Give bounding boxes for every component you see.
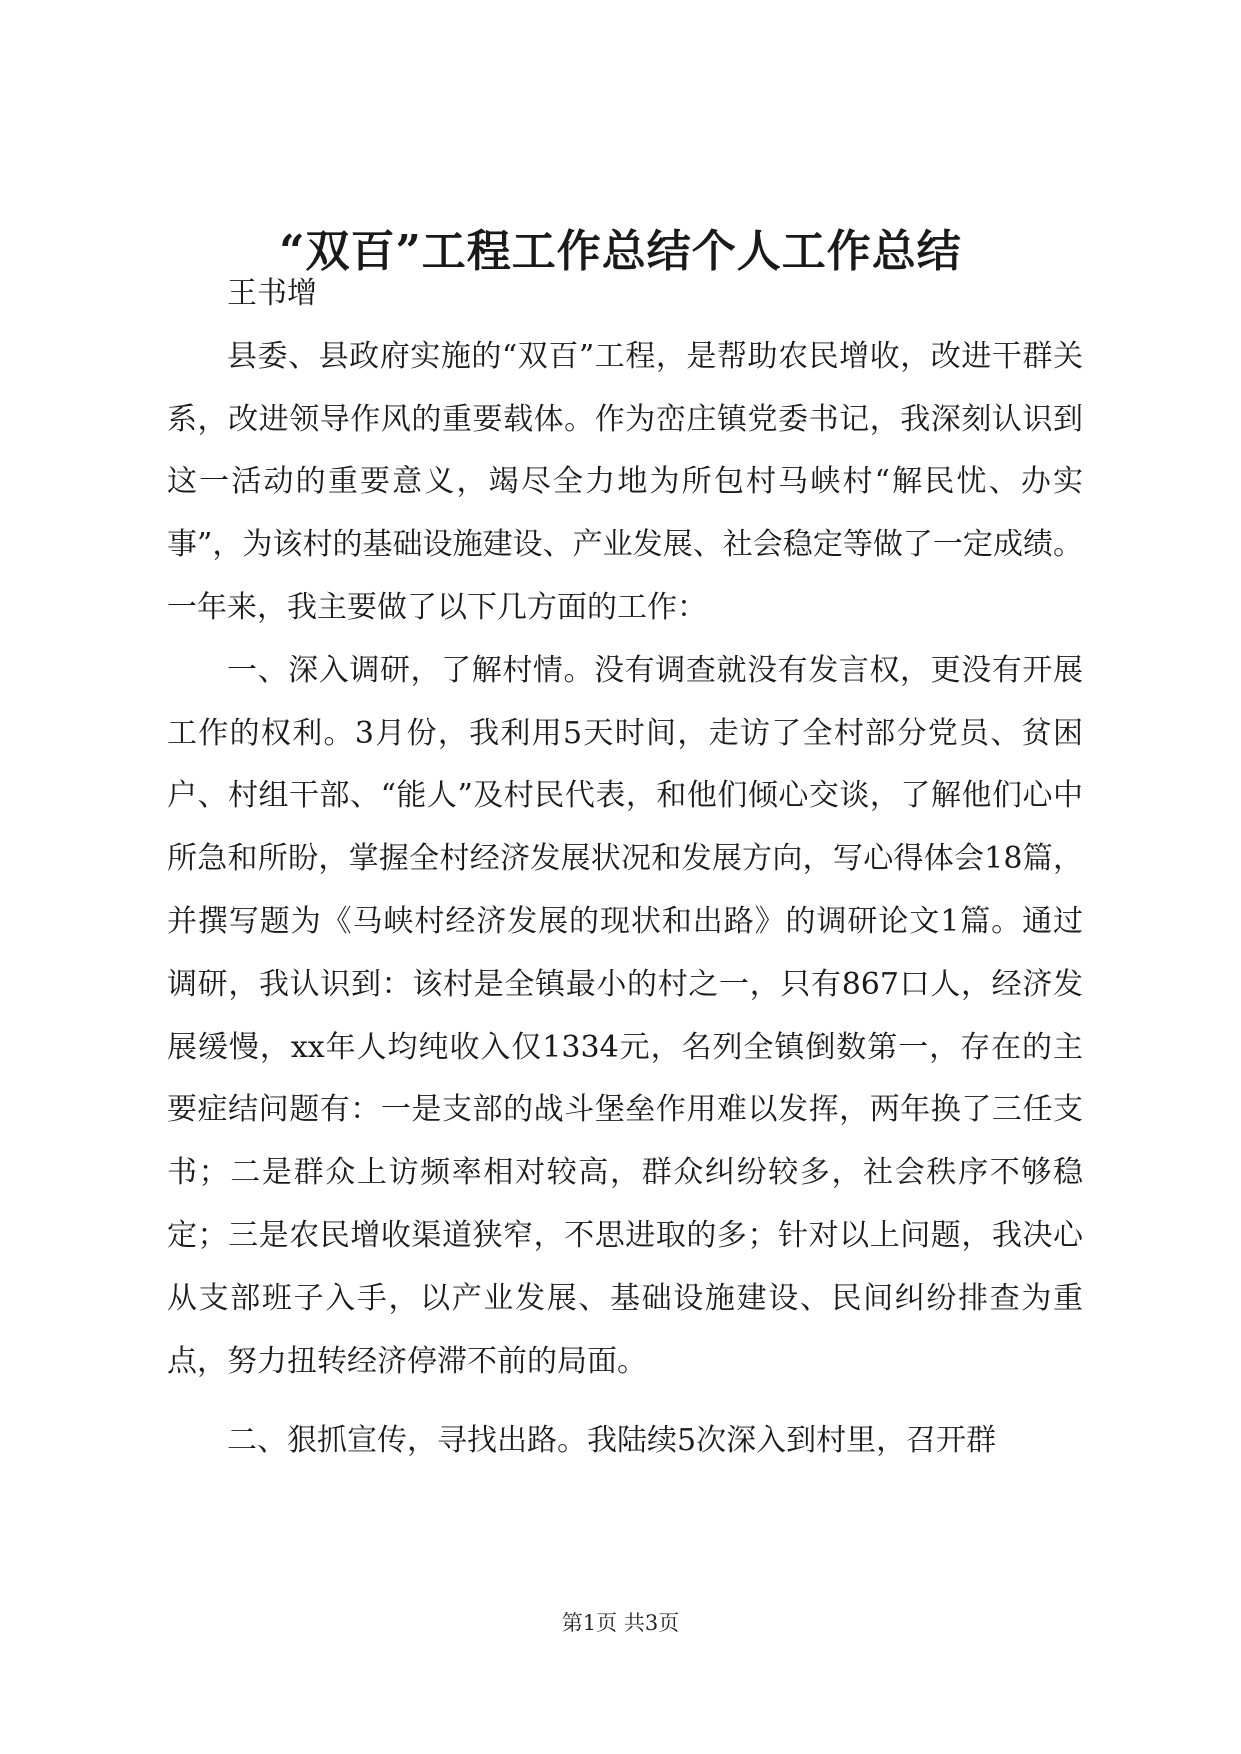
document-body <box>167 263 1083 1473</box>
author-name: 王书增 <box>227 276 317 311</box>
document-title: “双百”工程工作总结个人工作总结 <box>279 226 962 277</box>
paragraph-section-1: 一、深入调研，了解村情。没有调查就没有发言权，更没有开展工作的权利。3月份，我利用5天时间，走访了全村部分党员、贫困户、村组干部、“能人”及村民代表，和他们倾心交谈，了解他们心中所急和所盼，掌握全村经济发展状况和发展方向，写心得体会18篇，并撰写题为《马峡村经济发展的现状和出路》的调研论文1篇。通过调研，我认识到：该村是全镇最小的村之一，只有867口人，经济发展缓慢，xx年人均纯收入仅1334元，名列全镇倒数第一，存在的主要症结问题有：一是支部的战斗堡垒作用难以发挥，两年换了三任支书；二是群众上访频率相对较高，群众纠纷较多，社会秩序不够稳定；三是农民增收渠道狭窄，不思进取的多；针对以上问题，我决心从支部班子入手，以产业发展、基础设施建设、民间纠纷排查为重点，努力扭转经济停滞不前的局面。 <box>167 652 1083 1379</box>
paragraph-intro: 县委、县政府实施的“双百”工程，是帮助农民增收，改进干群关系，改进领导作风的重要载体。作为峦庄镇党委书记，我深刻认识到这一活动的重要意义，竭尽全力地为所包村马峡村“解民忧、办实事”，为该村的基础设施建设、产业发展、社会稳定等做了一定成绩。一年来，我主要做了以下几方面的工作： <box>167 338 1083 625</box>
page-footer: 第1页 共3页 <box>561 1611 680 1635</box>
paragraph-section-2: 二、狠抓宣传，寻找出路。我陆续5次深入到村里，召开群 <box>227 1423 997 1459</box>
